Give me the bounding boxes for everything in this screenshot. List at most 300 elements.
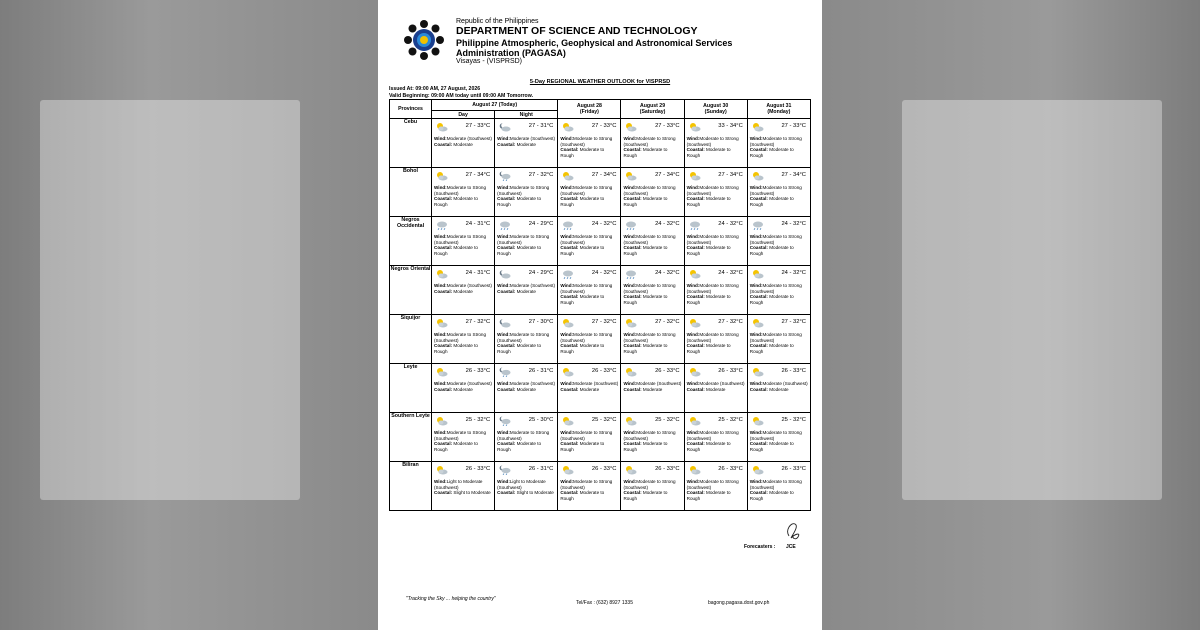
- provinces-header: Provinces: [390, 100, 432, 119]
- coastal-label: Coastal:: [686, 386, 705, 392]
- wind-label: Wind:: [749, 234, 763, 239]
- forecast-cell: [621, 413, 684, 462]
- coastal-label: Coastal:: [686, 490, 705, 495]
- province-name: Negros Oriental: [390, 266, 432, 315]
- wind-label: Wind:: [686, 430, 700, 435]
- coastal-label: Coastal:: [686, 147, 705, 152]
- coastal-value: Moderate to Rough: [749, 294, 794, 305]
- office-name: Visayas - (VISPRSD): [456, 57, 522, 65]
- wind-label: Wind:: [497, 185, 510, 190]
- coastal-value: Moderate to Rough: [623, 147, 668, 158]
- table-row: [390, 168, 811, 217]
- forecasters-label: Forecasters :: [744, 544, 776, 550]
- forecast-description: [748, 378, 810, 392]
- department-name: DEPARTMENT OF SCIENCE AND TECHNOLOGY: [456, 24, 698, 37]
- forecast-description: [621, 476, 683, 501]
- rain-cloud-icon: [624, 220, 637, 230]
- forecast-description: [748, 182, 810, 207]
- coastal-label: Coastal:: [434, 441, 453, 446]
- partly-cloudy-icon: [688, 171, 701, 181]
- forecast-cell: [432, 315, 495, 364]
- coastal-label: Coastal:: [686, 441, 705, 446]
- forecast-cell: [684, 119, 747, 168]
- coastal-label: Coastal:: [686, 196, 705, 201]
- forecast-description: [685, 182, 747, 207]
- forecast-cell: [621, 168, 684, 217]
- partly-cloudy-icon: [561, 416, 574, 426]
- forecast-cell: [558, 462, 621, 511]
- wind-value: Moderate to Strong (Southwest): [686, 283, 739, 294]
- rain-cloud-icon: [435, 220, 448, 230]
- province-name: Siquijor: [390, 315, 432, 364]
- wind-value: Moderate to Strong (Southwest): [434, 430, 487, 441]
- coastal-label: Coastal:: [560, 490, 579, 495]
- wind-label: Wind:: [434, 234, 447, 239]
- rain-cloud-icon: [498, 220, 511, 230]
- weather-outlook-document: [378, 0, 822, 630]
- forecast-cell: [747, 462, 810, 511]
- coastal-value: Moderate: [642, 386, 663, 392]
- coastal-value: Moderate to Rough: [560, 343, 605, 354]
- forecast-cell: [684, 217, 747, 266]
- wind-value: Moderate to Strong (Southwest): [497, 185, 550, 196]
- temperature-range: 27 - 34°C: [465, 172, 491, 178]
- forecast-description: [558, 280, 620, 305]
- partly-cloudy-icon: [751, 122, 764, 132]
- partly-cloudy-night-icon: [498, 122, 511, 132]
- temperature-range: 27 - 32°C: [781, 319, 806, 325]
- partly-cloudy-icon: [624, 122, 637, 132]
- forecast-description: [558, 476, 620, 501]
- wind-label: Wind:: [749, 283, 763, 288]
- forecast-description: [685, 476, 747, 501]
- wind-value: Moderate to Strong (Southwest): [434, 332, 487, 343]
- forecast-cell: [747, 315, 810, 364]
- temperature-range: 25 - 32°C: [718, 417, 743, 423]
- coastal-value: Moderate to Rough: [560, 196, 605, 207]
- wind-value: Moderate to Strong (Southwest): [749, 479, 802, 490]
- temperature-range: 26 - 33°C: [591, 466, 617, 472]
- blurred-background-left: [0, 0, 378, 630]
- rain-cloud-icon: [561, 269, 574, 279]
- coastal-label: Coastal:: [497, 245, 516, 250]
- forecast-description: [432, 476, 494, 496]
- coastal-value: Moderate to Rough: [623, 196, 668, 207]
- partly-cloudy-night-icon: [498, 318, 511, 328]
- wind-label: Wind:: [686, 234, 700, 239]
- wind-value: Moderate to Strong (Southwest): [623, 430, 676, 441]
- partly-cloudy-icon: [435, 171, 448, 181]
- rain-cloud-icon: [688, 220, 701, 230]
- temperature-range: 24 - 31°C: [465, 221, 491, 227]
- wind-value: Moderate to Strong (Southwest): [623, 234, 676, 245]
- table-row: [390, 315, 811, 364]
- forecast-cell: [558, 413, 621, 462]
- issued-at: Issued At: 09:00 AM, 27 August, 2026: [389, 86, 481, 92]
- coastal-label: Coastal:: [749, 386, 768, 392]
- partly-cloudy-icon: [624, 416, 637, 426]
- coastal-label: Coastal:: [497, 141, 516, 147]
- wind-value: Moderate (Southwest): [636, 381, 682, 386]
- day-header: August 28 (Friday): [558, 100, 621, 119]
- rain-night-icon: [498, 465, 511, 475]
- coastal-value: Moderate to Rough: [749, 196, 794, 207]
- day-header: August 30 (Sunday): [684, 100, 747, 119]
- temperature-range: 24 - 32°C: [718, 221, 743, 227]
- wind-value: Moderate to Strong (Southwest): [560, 479, 613, 490]
- partly-cloudy-icon: [435, 367, 448, 377]
- wind-value: Moderate (Southwest): [446, 381, 492, 386]
- coastal-label: Coastal:: [560, 147, 579, 152]
- coastal-value: Moderate to Rough: [560, 147, 605, 158]
- partly-cloudy-icon: [624, 367, 637, 377]
- wind-label: Wind:: [434, 332, 447, 337]
- forecast-cell: [684, 364, 747, 413]
- wind-label: Wind:: [623, 136, 637, 141]
- partly-cloudy-icon: [751, 465, 764, 475]
- forecast-description: [685, 231, 747, 256]
- wind-label: Wind:: [686, 332, 700, 337]
- temperature-range: 27 - 34°C: [781, 172, 806, 178]
- coastal-label: Coastal:: [749, 490, 768, 495]
- temperature-range: 24 - 31°C: [465, 270, 491, 276]
- forecast-cell: [558, 266, 621, 315]
- wind-label: Wind:: [560, 332, 574, 337]
- coastal-label: Coastal:: [497, 386, 516, 392]
- coastal-label: Coastal:: [497, 441, 516, 446]
- coastal-value: Moderate to Rough: [686, 441, 731, 452]
- partly-cloudy-icon: [435, 318, 448, 328]
- wind-value: Moderate to Strong (Southwest): [623, 479, 676, 490]
- wind-label: Wind:: [497, 430, 510, 435]
- wind-label: Wind:: [560, 430, 574, 435]
- wind-label: Wind:: [497, 136, 510, 141]
- forecast-description: [748, 133, 810, 158]
- coastal-value: Moderate to Rough: [686, 490, 731, 501]
- temperature-range: 27 - 33°C: [591, 123, 617, 129]
- coastal-value: Moderate to Rough: [560, 294, 605, 305]
- day-header: August 31 (Monday): [747, 100, 810, 119]
- wind-value: Moderate to Strong (Southwest): [560, 136, 613, 147]
- rain-cloud-icon: [624, 269, 637, 279]
- province-name: Biliran: [390, 462, 432, 511]
- forecast-cell: [432, 266, 495, 315]
- wind-label: Wind:: [749, 479, 763, 484]
- forecast-description: [495, 427, 557, 452]
- coastal-label: Coastal:: [434, 245, 453, 250]
- forecast-description: [558, 378, 620, 392]
- temperature-range: 26 - 33°C: [718, 466, 743, 472]
- province-name: Negros Occidental: [390, 217, 432, 266]
- wind-label: Wind:: [497, 283, 510, 288]
- blurred-background-right: [822, 0, 1200, 630]
- republic-line: Republic of the Philippines: [456, 18, 539, 25]
- forecast-description: [432, 378, 494, 392]
- coastal-label: Coastal:: [560, 245, 579, 250]
- temperature-range: 24 - 32°C: [781, 221, 806, 227]
- wind-label: Wind:: [497, 381, 510, 386]
- wind-value: Moderate to Strong (Southwest): [749, 136, 802, 147]
- wind-label: Wind:: [560, 381, 574, 386]
- coastal-value: Moderate: [579, 386, 600, 392]
- forecast-description: [432, 231, 494, 256]
- temperature-range: 26 - 33°C: [655, 368, 680, 374]
- forecast-description: [621, 329, 683, 354]
- coastal-value: Moderate to Rough: [686, 147, 731, 158]
- partly-cloudy-icon: [751, 171, 764, 181]
- coastal-value: Moderate to Rough: [497, 441, 542, 452]
- partly-cloudy-icon: [435, 122, 448, 132]
- temperature-range: 27 - 33°C: [465, 123, 491, 129]
- table-row: [390, 217, 811, 266]
- temperature-range: 27 - 34°C: [718, 172, 743, 178]
- temperature-range: 25 - 32°C: [591, 417, 617, 423]
- wind-label: Wind:: [434, 479, 447, 484]
- forecast-cell: [495, 413, 558, 462]
- footer-tagline: "Tracking the Sky ... helping the country": [406, 596, 496, 602]
- partly-cloudy-icon: [688, 122, 701, 132]
- temperature-range: 26 - 33°C: [655, 466, 680, 472]
- wind-value: Moderate to Strong (Southwest): [623, 185, 676, 196]
- forecast-cell: [621, 217, 684, 266]
- coastal-value: Moderate to Rough: [497, 196, 542, 207]
- forecast-cell: [432, 119, 495, 168]
- wind-label: Wind:: [686, 479, 700, 484]
- forecast-cell: [684, 168, 747, 217]
- coastal-label: Coastal:: [560, 386, 579, 392]
- wind-label: Wind:: [623, 332, 637, 337]
- forecast-cell: [747, 413, 810, 462]
- forecast-description: [748, 231, 810, 256]
- coastal-label: Coastal:: [623, 245, 642, 250]
- forecast-description: [432, 182, 494, 207]
- forecast-description: [748, 427, 810, 452]
- forecast-description: [558, 182, 620, 207]
- forecast-cell: [747, 119, 810, 168]
- rain-cloud-icon: [751, 220, 764, 230]
- forecast-cell: [621, 364, 684, 413]
- coastal-label: Coastal:: [623, 441, 642, 446]
- issue-info: [389, 86, 533, 99]
- coastal-value: Moderate to Rough: [749, 245, 794, 256]
- partly-cloudy-icon: [624, 465, 637, 475]
- forecast-cell: [621, 462, 684, 511]
- partly-cloudy-icon: [561, 318, 574, 328]
- partly-cloudy-icon: [751, 318, 764, 328]
- blurred-document-ghost: [902, 100, 1162, 500]
- temperature-range: 26 - 33°C: [591, 368, 617, 374]
- coastal-value: Moderate: [516, 386, 536, 392]
- coastal-label: Coastal:: [623, 343, 642, 348]
- partly-cloudy-icon: [688, 416, 701, 426]
- forecast-description: [621, 133, 683, 158]
- valid-period: Valid Beginning: 09:00 AM today until 09:00 AM Tomorrow.: [389, 92, 534, 99]
- table-row: [390, 119, 811, 168]
- temperature-range: 24 - 32°C: [781, 270, 806, 276]
- forecast-description: [495, 231, 557, 256]
- coastal-value: Moderate to Rough: [749, 343, 794, 354]
- footer-website: bagong.pagasa.dost.gov.ph: [708, 600, 770, 606]
- coastal-value: Moderate to Rough: [497, 343, 542, 354]
- today-day-header: Day: [432, 111, 495, 119]
- wind-value: Moderate to Strong (Southwest): [686, 136, 739, 147]
- partly-cloudy-icon: [751, 269, 764, 279]
- forecast-description: [432, 280, 494, 294]
- coastal-label: Coastal:: [560, 441, 579, 446]
- coastal-value: Moderate: [706, 386, 726, 392]
- footer-telfax: Tel/Fax : (632) 8927 1335: [576, 600, 633, 606]
- forecast-description: [685, 280, 747, 305]
- partly-cloudy-icon: [624, 171, 637, 181]
- coastal-value: Moderate to Rough: [686, 343, 731, 354]
- coastal-label: Coastal:: [623, 147, 642, 152]
- temperature-range: 25 - 32°C: [465, 417, 491, 423]
- partly-cloudy-icon: [688, 465, 701, 475]
- forecast-description: [621, 280, 683, 305]
- coastal-value: Slight to Moderate: [453, 490, 491, 495]
- table-row: [390, 462, 811, 511]
- wind-label: Wind:: [749, 430, 763, 435]
- partly-cloudy-icon: [624, 318, 637, 328]
- wind-value: Moderate to Strong (Southwest): [686, 185, 739, 196]
- pagasa-logo-icon: [404, 20, 444, 60]
- wind-label: Wind:: [686, 283, 700, 288]
- partly-cloudy-icon: [751, 416, 764, 426]
- temperature-range: 27 - 34°C: [655, 172, 680, 178]
- wind-value: Moderate to Strong (Southwest): [434, 234, 487, 245]
- wind-label: Wind:: [686, 185, 700, 190]
- coastal-label: Coastal:: [560, 343, 579, 348]
- wind-value: Moderate to Strong (Southwest): [749, 430, 802, 441]
- rain-night-icon: [498, 367, 511, 377]
- forecast-description: [432, 329, 494, 354]
- coastal-label: Coastal:: [749, 245, 768, 250]
- coastal-label: Coastal:: [434, 288, 453, 294]
- partly-cloudy-icon: [561, 367, 574, 377]
- wind-value: Moderate to Strong (Southwest): [623, 332, 676, 343]
- wind-label: Wind:: [434, 283, 447, 288]
- wind-value: Moderate to Strong (Southwest): [686, 234, 739, 245]
- coastal-value: Moderate to Rough: [686, 196, 731, 207]
- province-name: Southern Leyte: [390, 413, 432, 462]
- forecast-cell: [747, 266, 810, 315]
- temperature-range: 33 - 34°C: [718, 123, 743, 129]
- coastal-label: Coastal:: [434, 343, 453, 348]
- temperature-range: 27 - 32°C: [465, 319, 491, 325]
- coastal-value: Moderate to Rough: [560, 441, 605, 452]
- coastal-label: Coastal:: [623, 490, 642, 495]
- forecast-cell: [558, 119, 621, 168]
- partly-cloudy-icon: [688, 318, 701, 328]
- forecast-description: [432, 427, 494, 452]
- coastal-value: Moderate to Rough: [434, 441, 478, 452]
- forecast-cell: [684, 413, 747, 462]
- wind-label: Wind:: [434, 185, 447, 190]
- coastal-value: Moderate to Rough: [749, 441, 794, 452]
- coastal-label: Coastal:: [497, 288, 516, 294]
- rain-cloud-icon: [561, 220, 574, 230]
- wind-value: Moderate (Southwest): [509, 136, 556, 141]
- table-row: [390, 364, 811, 413]
- wind-label: Wind:: [497, 332, 510, 337]
- partly-cloudy-icon: [688, 269, 701, 279]
- forecast-cell: [621, 266, 684, 315]
- coastal-value: Moderate: [453, 141, 473, 147]
- forecast-description: [621, 182, 683, 207]
- coastal-label: Coastal:: [560, 196, 579, 201]
- forecast-description: [495, 378, 557, 392]
- wind-label: Wind:: [623, 479, 637, 484]
- coastal-value: Moderate: [516, 288, 536, 294]
- temperature-range: 24 - 32°C: [655, 221, 680, 227]
- wind-value: Moderate to Strong (Southwest): [749, 234, 802, 245]
- wind-value: Moderate to Strong (Southwest): [623, 136, 676, 147]
- wind-value: Moderate to Strong (Southwest): [497, 430, 550, 441]
- forecast-cell: [684, 266, 747, 315]
- coastal-label: Coastal:: [749, 294, 768, 299]
- coastal-value: Moderate: [516, 141, 536, 147]
- wind-label: Wind:: [434, 381, 447, 386]
- forecast-description: [621, 378, 683, 392]
- forecast-cell: [558, 217, 621, 266]
- wind-label: Wind:: [434, 136, 447, 141]
- forecast-cell: [495, 168, 558, 217]
- temperature-range: 24 - 32°C: [655, 270, 680, 276]
- forecast-description: [495, 182, 557, 207]
- coastal-value: Moderate to Rough: [623, 245, 668, 256]
- table-row: [390, 413, 811, 462]
- document-title: 5-Day REGIONAL WEATHER OUTLOOK for VISPRSD: [529, 79, 671, 85]
- forecast-cell: [495, 315, 558, 364]
- wind-value: Moderate to Strong (Southwest): [560, 283, 613, 294]
- partly-cloudy-icon: [435, 269, 448, 279]
- forecast-cell: [558, 364, 621, 413]
- forecast-cell: [495, 217, 558, 266]
- today-night-header: Night: [495, 111, 558, 119]
- partly-cloudy-icon: [561, 122, 574, 132]
- forecast-description: [748, 476, 810, 501]
- forecast-description: [621, 427, 683, 452]
- temperature-range: 24 - 32°C: [718, 270, 743, 276]
- temperature-range: 24 - 32°C: [591, 221, 617, 227]
- forecast-description: [748, 329, 810, 354]
- coastal-label: Coastal:: [749, 441, 768, 446]
- temperature-range: 24 - 32°C: [591, 270, 617, 276]
- partly-cloudy-icon: [435, 416, 448, 426]
- wind-label: Wind:: [686, 136, 700, 141]
- forecast-cell: [558, 315, 621, 364]
- coastal-label: Coastal:: [434, 490, 453, 495]
- forecast-cell: [495, 266, 558, 315]
- forecaster-signature: [783, 520, 803, 542]
- wind-label: Wind:: [686, 381, 700, 386]
- forecast-description: [432, 133, 494, 147]
- coastal-label: Coastal:: [623, 386, 642, 392]
- coastal-label: Coastal:: [623, 196, 642, 201]
- temperature-range: 26 - 33°C: [718, 368, 743, 374]
- agency-name-line1: Philippine Atmospheric, Geophysical and Astronomical Services: [456, 37, 733, 48]
- wind-value: Light to Moderate (Southwest): [497, 479, 546, 490]
- coastal-value: Moderate to Rough: [434, 245, 478, 256]
- coastal-value: Moderate: [769, 386, 789, 392]
- coastal-value: Moderate to Rough: [623, 294, 668, 305]
- wind-value: Moderate (Southwest): [762, 381, 808, 386]
- wind-label: Wind:: [749, 185, 763, 190]
- forecast-cell: [621, 119, 684, 168]
- partly-cloudy-icon: [435, 465, 448, 475]
- coastal-label: Coastal:: [686, 343, 705, 348]
- wind-label: Wind:: [749, 332, 763, 337]
